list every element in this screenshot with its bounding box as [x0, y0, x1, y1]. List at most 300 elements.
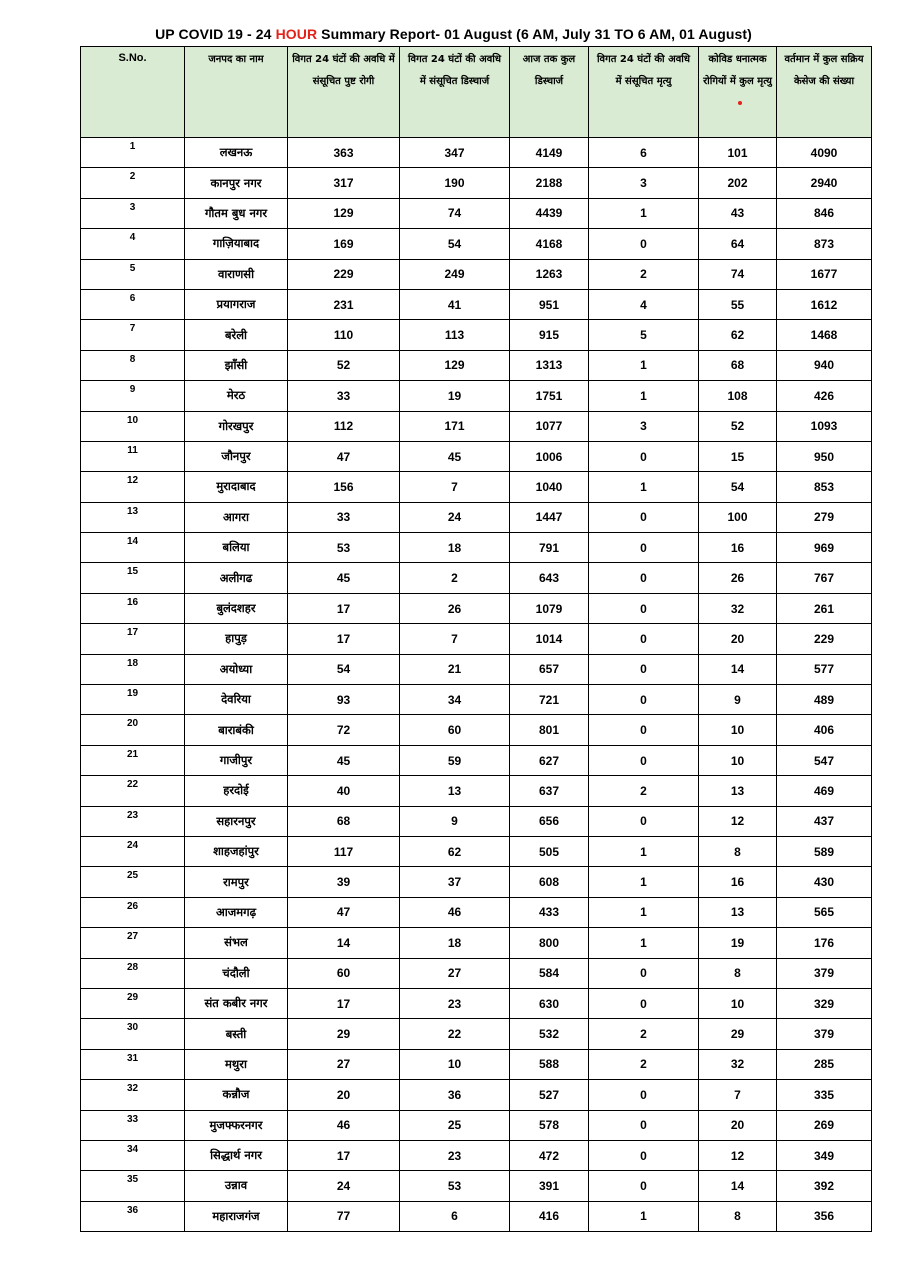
new-discharges: 23	[400, 988, 510, 1018]
table-row	[81, 563, 872, 593]
row-sno: 25	[81, 867, 185, 897]
new-deaths: 0	[589, 715, 699, 745]
row-sno: 10	[81, 411, 185, 441]
new-discharges: 7	[400, 624, 510, 654]
red-dot-icon	[738, 101, 742, 105]
new-cases: 17	[288, 1140, 400, 1170]
new-discharges: 171	[400, 411, 510, 441]
district-name: कानपुर नगर	[185, 168, 288, 198]
table-row	[81, 381, 872, 411]
total-discharges: 588	[510, 1049, 589, 1079]
new-deaths: 1	[589, 198, 699, 228]
total-deaths: 10	[699, 988, 777, 1018]
header-sno: S.No.	[81, 47, 185, 138]
table-header	[81, 47, 872, 138]
new-discharges: 46	[400, 897, 510, 927]
total-deaths: 13	[699, 897, 777, 927]
new-cases: 93	[288, 685, 400, 715]
table-row	[81, 958, 872, 988]
new-deaths: 1	[589, 836, 699, 866]
row-sno: 3	[81, 198, 185, 228]
active-cases: 1677	[777, 259, 872, 289]
table-row	[81, 138, 872, 168]
total-discharges: 627	[510, 745, 589, 775]
total-discharges: 4168	[510, 229, 589, 259]
row-sno: 14	[81, 533, 185, 563]
new-discharges: 113	[400, 320, 510, 350]
total-discharges: 1447	[510, 502, 589, 532]
new-cases: 40	[288, 776, 400, 806]
total-deaths: 62	[699, 320, 777, 350]
new-discharges: 190	[400, 168, 510, 198]
row-sno: 16	[81, 593, 185, 623]
district-name: आगरा	[185, 502, 288, 532]
new-cases: 24	[288, 1171, 400, 1201]
new-discharges: 2	[400, 563, 510, 593]
new-deaths: 0	[589, 624, 699, 654]
new-discharges: 60	[400, 715, 510, 745]
total-deaths: 14	[699, 654, 777, 684]
new-cases: 33	[288, 381, 400, 411]
total-deaths: 8	[699, 1201, 777, 1231]
district-name: गौतम बुध नगर	[185, 198, 288, 228]
district-name: बरेली	[185, 320, 288, 350]
total-discharges: 657	[510, 654, 589, 684]
district-name: सिद्धार्थ नगर	[185, 1140, 288, 1170]
district-name: हरदोई	[185, 776, 288, 806]
title-highlight: HOUR	[275, 26, 318, 42]
new-deaths: 0	[589, 988, 699, 1018]
header-total-discharges: आज तक कुल डिस्चार्ज	[510, 47, 589, 138]
active-cases: 565	[777, 897, 872, 927]
header-row	[81, 47, 872, 138]
new-discharges: 27	[400, 958, 510, 988]
total-discharges: 801	[510, 715, 589, 745]
total-deaths: 10	[699, 745, 777, 775]
new-discharges: 7	[400, 472, 510, 502]
total-deaths: 10	[699, 715, 777, 745]
table-row	[81, 289, 872, 319]
row-sno: 28	[81, 958, 185, 988]
new-discharges: 54	[400, 229, 510, 259]
header-total-deaths	[699, 47, 777, 138]
total-discharges: 1014	[510, 624, 589, 654]
active-cases: 229	[777, 624, 872, 654]
district-name: गोरखपुर	[185, 411, 288, 441]
total-deaths: 29	[699, 1019, 777, 1049]
total-discharges: 4149	[510, 138, 589, 168]
district-name: संभल	[185, 928, 288, 958]
active-cases: 469	[777, 776, 872, 806]
district-name: बाराबंकी	[185, 715, 288, 745]
new-deaths: 0	[589, 441, 699, 471]
total-discharges: 630	[510, 988, 589, 1018]
new-deaths: 5	[589, 320, 699, 350]
active-cases: 285	[777, 1049, 872, 1079]
active-cases: 940	[777, 350, 872, 380]
active-cases: 406	[777, 715, 872, 745]
new-deaths: 0	[589, 685, 699, 715]
new-deaths: 1	[589, 867, 699, 897]
header-total-deaths-text: कोविड धनात्मक रोगियों में कुल मृत्यु	[703, 54, 772, 87]
new-discharges: 25	[400, 1110, 510, 1140]
total-deaths: 26	[699, 563, 777, 593]
table-row	[81, 1049, 872, 1079]
total-deaths: 20	[699, 1110, 777, 1140]
new-cases: 14	[288, 928, 400, 958]
new-cases: 47	[288, 897, 400, 927]
total-discharges: 472	[510, 1140, 589, 1170]
total-deaths: 19	[699, 928, 777, 958]
active-cases: 1093	[777, 411, 872, 441]
new-cases: 45	[288, 745, 400, 775]
district-name: हापुड़	[185, 624, 288, 654]
total-deaths: 108	[699, 381, 777, 411]
new-cases: 17	[288, 593, 400, 623]
row-sno: 5	[81, 259, 185, 289]
new-cases: 52	[288, 350, 400, 380]
total-discharges: 1313	[510, 350, 589, 380]
active-cases: 767	[777, 563, 872, 593]
new-discharges: 347	[400, 138, 510, 168]
district-name: गाज़ियाबाद	[185, 229, 288, 259]
table-row	[81, 411, 872, 441]
new-deaths: 0	[589, 593, 699, 623]
district-name: आजमगढ़	[185, 897, 288, 927]
row-sno: 23	[81, 806, 185, 836]
total-discharges: 2188	[510, 168, 589, 198]
table-row	[81, 533, 872, 563]
active-cases: 430	[777, 867, 872, 897]
new-discharges: 59	[400, 745, 510, 775]
row-sno: 18	[81, 654, 185, 684]
row-sno: 1	[81, 138, 185, 168]
new-cases: 20	[288, 1080, 400, 1110]
total-deaths: 12	[699, 1140, 777, 1170]
active-cases: 269	[777, 1110, 872, 1140]
new-cases: 110	[288, 320, 400, 350]
new-cases: 156	[288, 472, 400, 502]
district-name: देवरिया	[185, 685, 288, 715]
row-sno: 21	[81, 745, 185, 775]
row-sno: 22	[81, 776, 185, 806]
new-discharges: 74	[400, 198, 510, 228]
header-new-cases: विगत 24 घंटों की अवधि में संसूचित पुष्ट रोगी	[288, 47, 400, 138]
new-discharges: 10	[400, 1049, 510, 1079]
active-cases: 4090	[777, 138, 872, 168]
report-title	[0, 26, 907, 42]
new-deaths: 1	[589, 1201, 699, 1231]
total-deaths: 15	[699, 441, 777, 471]
total-discharges: 656	[510, 806, 589, 836]
row-sno: 2	[81, 168, 185, 198]
table-row	[81, 441, 872, 471]
table-row	[81, 168, 872, 198]
active-cases: 392	[777, 1171, 872, 1201]
new-cases: 53	[288, 533, 400, 563]
row-sno: 6	[81, 289, 185, 319]
new-deaths: 0	[589, 1171, 699, 1201]
row-sno: 35	[81, 1171, 185, 1201]
new-deaths: 2	[589, 1019, 699, 1049]
header-new-deaths: विगत 24 घंटों की अवधि में संसूचित मृत्यु	[589, 47, 699, 138]
new-deaths: 0	[589, 1110, 699, 1140]
active-cases: 426	[777, 381, 872, 411]
table-row	[81, 350, 872, 380]
new-cases: 46	[288, 1110, 400, 1140]
total-discharges: 391	[510, 1171, 589, 1201]
new-deaths: 0	[589, 1080, 699, 1110]
table-row	[81, 928, 872, 958]
table-row	[81, 624, 872, 654]
table-row	[81, 1080, 872, 1110]
row-sno: 19	[81, 685, 185, 715]
total-discharges: 505	[510, 836, 589, 866]
new-deaths: 1	[589, 350, 699, 380]
total-deaths: 32	[699, 1049, 777, 1079]
table-row	[81, 472, 872, 502]
row-sno: 8	[81, 350, 185, 380]
row-sno: 4	[81, 229, 185, 259]
table-row	[81, 685, 872, 715]
total-deaths: 55	[699, 289, 777, 319]
total-discharges: 608	[510, 867, 589, 897]
table-row	[81, 1110, 872, 1140]
total-discharges: 584	[510, 958, 589, 988]
header-new-discharges: विगत 24 घंटों की अवधि में संसूचित डिस्चार्ज	[400, 47, 510, 138]
new-cases: 229	[288, 259, 400, 289]
table-row	[81, 1201, 872, 1231]
total-deaths: 32	[699, 593, 777, 623]
new-cases: 68	[288, 806, 400, 836]
new-cases: 45	[288, 563, 400, 593]
row-sno: 33	[81, 1110, 185, 1140]
row-sno: 26	[81, 897, 185, 927]
title-suffix: Summary Report- 01 August (6 AM, July 31 TO 6 AM, 01 August)	[317, 26, 752, 42]
total-deaths: 64	[699, 229, 777, 259]
active-cases: 379	[777, 958, 872, 988]
total-deaths: 16	[699, 533, 777, 563]
district-name: मुजफ्फरनगर	[185, 1110, 288, 1140]
total-deaths: 43	[699, 198, 777, 228]
new-discharges: 18	[400, 533, 510, 563]
total-discharges: 578	[510, 1110, 589, 1140]
total-discharges: 1263	[510, 259, 589, 289]
new-cases: 117	[288, 836, 400, 866]
active-cases: 873	[777, 229, 872, 259]
active-cases: 1468	[777, 320, 872, 350]
total-deaths: 202	[699, 168, 777, 198]
new-cases: 27	[288, 1049, 400, 1079]
district-name: मुरादाबाद	[185, 472, 288, 502]
total-discharges: 527	[510, 1080, 589, 1110]
row-sno: 34	[81, 1140, 185, 1170]
table-row	[81, 259, 872, 289]
new-cases: 363	[288, 138, 400, 168]
total-deaths: 54	[699, 472, 777, 502]
district-name: रामपुर	[185, 867, 288, 897]
active-cases: 335	[777, 1080, 872, 1110]
table-row	[81, 1140, 872, 1170]
active-cases: 1612	[777, 289, 872, 319]
header-district: जनपद का नाम	[185, 47, 288, 138]
total-discharges: 1751	[510, 381, 589, 411]
district-name: वाराणसी	[185, 259, 288, 289]
new-discharges: 53	[400, 1171, 510, 1201]
table-row	[81, 897, 872, 927]
new-cases: 169	[288, 229, 400, 259]
new-deaths: 0	[589, 533, 699, 563]
new-discharges: 6	[400, 1201, 510, 1231]
new-discharges: 13	[400, 776, 510, 806]
active-cases: 577	[777, 654, 872, 684]
table-row	[81, 1171, 872, 1201]
new-cases: 77	[288, 1201, 400, 1231]
new-discharges: 129	[400, 350, 510, 380]
total-deaths: 12	[699, 806, 777, 836]
total-discharges: 643	[510, 563, 589, 593]
table-row	[81, 776, 872, 806]
district-name: बलिया	[185, 533, 288, 563]
active-cases: 853	[777, 472, 872, 502]
active-cases: 176	[777, 928, 872, 958]
new-cases: 39	[288, 867, 400, 897]
total-discharges: 791	[510, 533, 589, 563]
new-discharges: 26	[400, 593, 510, 623]
new-discharges: 18	[400, 928, 510, 958]
new-deaths: 0	[589, 806, 699, 836]
title-prefix: UP COVID 19 - 24	[155, 26, 276, 42]
new-cases: 72	[288, 715, 400, 745]
table-row	[81, 988, 872, 1018]
new-deaths: 2	[589, 776, 699, 806]
table-row	[81, 745, 872, 775]
district-name: मथुरा	[185, 1049, 288, 1079]
district-name: बुलंदशहर	[185, 593, 288, 623]
active-cases: 349	[777, 1140, 872, 1170]
new-deaths: 0	[589, 1140, 699, 1170]
new-deaths: 0	[589, 563, 699, 593]
total-deaths: 9	[699, 685, 777, 715]
new-cases: 54	[288, 654, 400, 684]
active-cases: 489	[777, 685, 872, 715]
table-row	[81, 806, 872, 836]
new-cases: 112	[288, 411, 400, 441]
new-cases: 47	[288, 441, 400, 471]
new-discharges: 21	[400, 654, 510, 684]
district-name: गाजीपुर	[185, 745, 288, 775]
new-discharges: 22	[400, 1019, 510, 1049]
total-discharges: 1077	[510, 411, 589, 441]
district-name: कन्नौज	[185, 1080, 288, 1110]
new-deaths: 0	[589, 502, 699, 532]
row-sno: 29	[81, 988, 185, 1018]
row-sno: 36	[81, 1201, 185, 1231]
new-discharges: 36	[400, 1080, 510, 1110]
row-sno: 31	[81, 1049, 185, 1079]
table-row	[81, 654, 872, 684]
district-name: लखनऊ	[185, 138, 288, 168]
header-active-cases: वर्तमान में कुल सक्रिय केसेज की संख्या	[777, 47, 872, 138]
active-cases: 2940	[777, 168, 872, 198]
table-row	[81, 320, 872, 350]
total-discharges: 637	[510, 776, 589, 806]
district-name: अलीगढ	[185, 563, 288, 593]
district-name: जौनपुर	[185, 441, 288, 471]
new-deaths: 0	[589, 745, 699, 775]
row-sno: 7	[81, 320, 185, 350]
new-discharges: 24	[400, 502, 510, 532]
total-deaths: 101	[699, 138, 777, 168]
summary-table	[80, 46, 872, 1232]
district-name: बस्ती	[185, 1019, 288, 1049]
new-deaths: 1	[589, 928, 699, 958]
total-discharges: 433	[510, 897, 589, 927]
total-deaths: 52	[699, 411, 777, 441]
new-discharges: 23	[400, 1140, 510, 1170]
total-deaths: 20	[699, 624, 777, 654]
district-name: महाराजगंज	[185, 1201, 288, 1231]
table-row	[81, 1019, 872, 1049]
table-row	[81, 715, 872, 745]
new-deaths: 4	[589, 289, 699, 319]
total-discharges: 951	[510, 289, 589, 319]
active-cases: 329	[777, 988, 872, 1018]
total-discharges: 1079	[510, 593, 589, 623]
new-discharges: 19	[400, 381, 510, 411]
row-sno: 20	[81, 715, 185, 745]
new-deaths: 0	[589, 654, 699, 684]
district-name: संत कबीर नगर	[185, 988, 288, 1018]
active-cases: 437	[777, 806, 872, 836]
district-name: झाँसी	[185, 350, 288, 380]
total-discharges: 532	[510, 1019, 589, 1049]
new-discharges: 62	[400, 836, 510, 866]
new-cases: 29	[288, 1019, 400, 1049]
active-cases: 261	[777, 593, 872, 623]
new-cases: 33	[288, 502, 400, 532]
row-sno: 12	[81, 472, 185, 502]
table-body	[81, 138, 872, 1232]
new-discharges: 9	[400, 806, 510, 836]
new-deaths: 3	[589, 168, 699, 198]
new-cases: 60	[288, 958, 400, 988]
new-deaths: 6	[589, 138, 699, 168]
new-deaths: 3	[589, 411, 699, 441]
total-deaths: 8	[699, 836, 777, 866]
new-discharges: 45	[400, 441, 510, 471]
total-deaths: 7	[699, 1080, 777, 1110]
total-deaths: 68	[699, 350, 777, 380]
new-deaths: 1	[589, 472, 699, 502]
district-name: प्रयागराज	[185, 289, 288, 319]
table-row	[81, 198, 872, 228]
total-discharges: 4439	[510, 198, 589, 228]
district-name: उन्नाव	[185, 1171, 288, 1201]
total-deaths: 13	[699, 776, 777, 806]
row-sno: 11	[81, 441, 185, 471]
new-deaths: 0	[589, 229, 699, 259]
active-cases: 356	[777, 1201, 872, 1231]
row-sno: 15	[81, 563, 185, 593]
active-cases: 846	[777, 198, 872, 228]
table-row	[81, 229, 872, 259]
table-row	[81, 867, 872, 897]
district-name: अयोध्या	[185, 654, 288, 684]
total-deaths: 74	[699, 259, 777, 289]
total-discharges: 1040	[510, 472, 589, 502]
total-discharges: 1006	[510, 441, 589, 471]
